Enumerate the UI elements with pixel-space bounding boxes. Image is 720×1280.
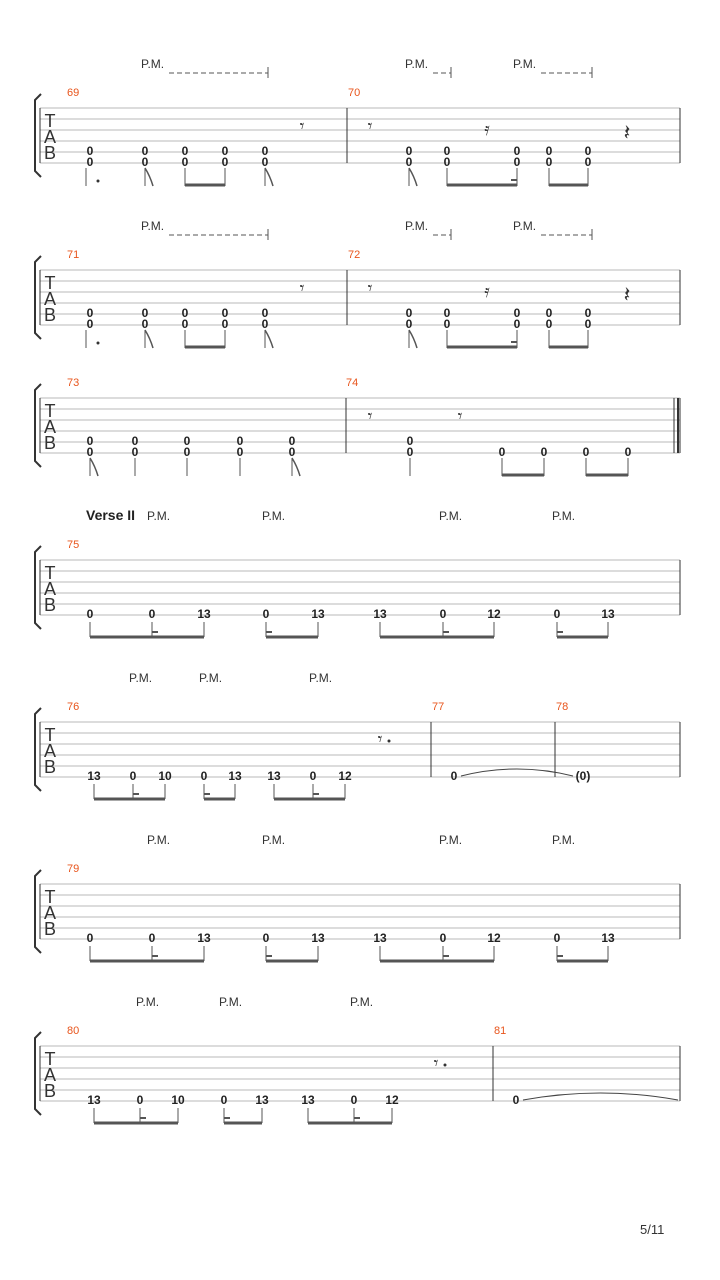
palm-mute-label: P.M. xyxy=(219,995,243,1009)
tab-clef-letter: A xyxy=(43,417,57,437)
sixteenth-rest: 𝄿 xyxy=(484,281,490,301)
fret-number: 0 xyxy=(86,144,94,158)
fret-number: 12 xyxy=(338,769,352,783)
eighth-rest: 𝄾 xyxy=(299,278,305,298)
quarter-rest: 𝄽 xyxy=(623,282,631,307)
fret-number: 0 xyxy=(512,1093,520,1107)
tab-clef-letter: A xyxy=(43,1065,57,1085)
eighth-rest: 𝄾 xyxy=(367,406,373,426)
palm-mute-label: P.M. xyxy=(439,833,463,847)
fret-number: 0 xyxy=(545,317,553,331)
palm-mute-label: P.M. xyxy=(309,671,333,685)
fret-number: 0 xyxy=(181,144,189,158)
palm-mute-label: P.M. xyxy=(199,671,223,685)
fret-number: 0 xyxy=(221,144,229,158)
fret-number: 0 xyxy=(513,306,521,320)
tab-clef-letter: T xyxy=(44,401,56,421)
fret-number: 0 xyxy=(443,306,451,320)
measure-number: 76 xyxy=(67,701,80,713)
dot xyxy=(388,740,391,743)
fret-number: 0 xyxy=(141,144,149,158)
palm-mute-label: P.M. xyxy=(136,995,160,1009)
tab-clef-letter: B xyxy=(43,1081,57,1101)
fret-number: 0 xyxy=(183,434,191,448)
sixteenth-rest: 𝄿 xyxy=(484,119,490,139)
fret-number: 0 xyxy=(86,931,94,945)
note-flag xyxy=(145,330,153,348)
fret-number: 0 xyxy=(545,155,553,169)
eighth-rest: 𝄾 xyxy=(299,116,305,136)
eighth-rest: 𝄾 xyxy=(433,1053,439,1073)
tab-clef-letter: T xyxy=(44,887,56,907)
fret-number: 0 xyxy=(584,144,592,158)
fret-number: 0 xyxy=(141,155,149,169)
fret-number: 0 xyxy=(221,317,229,331)
measure-number: 80 xyxy=(67,1025,80,1037)
fret-number: 0 xyxy=(405,306,413,320)
fret-number: 0 xyxy=(261,144,269,158)
fret-number: 13 xyxy=(311,607,325,621)
palm-mute-label: P.M. xyxy=(262,833,286,847)
fret-number: 0 xyxy=(220,1093,228,1107)
eighth-rest: 𝄾 xyxy=(367,116,373,136)
measure-number: 74 xyxy=(346,377,359,389)
fret-number: 0 xyxy=(181,155,189,169)
fret-number: 0 xyxy=(350,1093,358,1107)
fret-number: 0 xyxy=(261,155,269,169)
tab-clef-letter: A xyxy=(43,579,57,599)
tab-clef-letter: A xyxy=(43,127,57,147)
measure-number: 75 xyxy=(67,539,80,551)
fret-number: 12 xyxy=(487,931,501,945)
fret-number: 13 xyxy=(255,1093,269,1107)
fret-number: 13 xyxy=(87,769,101,783)
measure-number: 81 xyxy=(494,1025,507,1037)
fret-number: 0 xyxy=(148,931,156,945)
note-flag xyxy=(292,458,300,476)
palm-mute-label: P.M. xyxy=(141,57,165,71)
fret-number: 0 xyxy=(405,317,413,331)
fret-number: 0 xyxy=(141,306,149,320)
note-flag xyxy=(265,330,273,348)
dot xyxy=(97,342,100,345)
section-label: Verse II xyxy=(86,507,136,523)
eighth-rest: 𝄾 xyxy=(367,278,373,298)
fret-number: 0 xyxy=(288,445,296,459)
tab-clef-letter: B xyxy=(43,757,57,777)
palm-mute-label: P.M. xyxy=(405,57,429,71)
fret-number: 0 xyxy=(540,445,548,459)
fret-number: 0 xyxy=(513,155,521,169)
fret-number: 0 xyxy=(221,306,229,320)
fret-number: 0 xyxy=(513,144,521,158)
fret-number: 0 xyxy=(181,306,189,320)
eighth-rest: 𝄾 xyxy=(457,406,463,426)
eighth-rest: 𝄾 xyxy=(377,729,383,749)
measure-number: 73 xyxy=(67,377,80,389)
fret-number: 0 xyxy=(181,317,189,331)
palm-mute-label: P.M. xyxy=(405,219,429,233)
tab-clef-letter: B xyxy=(43,919,57,939)
palm-mute-label: P.M. xyxy=(439,509,463,523)
fret-number: 0 xyxy=(584,317,592,331)
measure-number: 78 xyxy=(556,701,569,713)
fret-number: 0 xyxy=(261,306,269,320)
fret-number: 0 xyxy=(86,306,94,320)
fret-number: 0 xyxy=(439,607,447,621)
note-flag xyxy=(409,330,417,348)
palm-mute-label: P.M. xyxy=(147,833,171,847)
palm-mute-label: P.M. xyxy=(350,995,374,1009)
fret-number: 0 xyxy=(86,155,94,169)
fret-number: 0 xyxy=(406,434,414,448)
palm-mute-label: P.M. xyxy=(513,219,537,233)
fret-number: 0 xyxy=(443,317,451,331)
fret-number: 0 xyxy=(624,445,632,459)
fret-number: 0 xyxy=(86,607,94,621)
fret-number: 0 xyxy=(131,434,139,448)
measure-number: 69 xyxy=(67,87,80,99)
fret-number: 0 xyxy=(86,434,94,448)
fret-number: 0 xyxy=(553,931,561,945)
fret-number: 0 xyxy=(236,445,244,459)
fret-number: 0 xyxy=(262,607,270,621)
palm-mute-label: P.M. xyxy=(513,57,537,71)
fret-number: 0 xyxy=(129,769,137,783)
palm-mute-label: P.M. xyxy=(262,509,286,523)
tab-clef-letter: A xyxy=(43,741,57,761)
note-flag xyxy=(90,458,98,476)
tab-clef-letter: B xyxy=(43,305,57,325)
fret-number: 0 xyxy=(221,155,229,169)
fret-number: 10 xyxy=(158,769,172,783)
fret-number: 0 xyxy=(183,445,191,459)
fret-number: 0 xyxy=(131,445,139,459)
fret-number: 0 xyxy=(309,769,317,783)
measure-number: 77 xyxy=(432,701,445,713)
fret-number: 0 xyxy=(498,445,506,459)
dot xyxy=(444,1064,447,1067)
fret-number: 13 xyxy=(373,931,387,945)
note-flag xyxy=(145,168,153,186)
fret-number: 13 xyxy=(87,1093,101,1107)
fret-number: 0 xyxy=(262,931,270,945)
fret-number: 0 xyxy=(584,155,592,169)
palm-mute-label: P.M. xyxy=(129,671,153,685)
fret-number: 0 xyxy=(86,445,94,459)
fret-number: 0 xyxy=(141,317,149,331)
tab-clef-letter: A xyxy=(43,289,57,309)
tab-clef-letter: T xyxy=(44,725,56,745)
fret-number: 0 xyxy=(405,155,413,169)
palm-mute-label: P.M. xyxy=(141,219,165,233)
tab-clef-letter: T xyxy=(44,111,56,131)
fret-number: 0 xyxy=(200,769,208,783)
fret-number: 12 xyxy=(487,607,501,621)
tab-clef-letter: B xyxy=(43,595,57,615)
tab-clef-letter: B xyxy=(43,143,57,163)
fret-number: 12 xyxy=(385,1093,399,1107)
fret-number: 13 xyxy=(267,769,281,783)
fret-number: (0) xyxy=(575,769,591,783)
fret-number: 0 xyxy=(405,144,413,158)
fret-number: 0 xyxy=(406,445,414,459)
fret-number: 0 xyxy=(553,607,561,621)
dot xyxy=(97,180,100,183)
fret-number: 13 xyxy=(311,931,325,945)
fret-number: 13 xyxy=(373,607,387,621)
tab-clef-letter: T xyxy=(44,273,56,293)
fret-number: 0 xyxy=(582,445,590,459)
fret-number: 0 xyxy=(450,769,458,783)
fret-number: 13 xyxy=(197,607,211,621)
measure-number: 79 xyxy=(67,863,80,875)
fret-number: 0 xyxy=(584,306,592,320)
measure-number: 72 xyxy=(348,249,361,261)
tie-arc xyxy=(461,769,573,776)
quarter-rest: 𝄽 xyxy=(623,120,631,145)
fret-number: 0 xyxy=(148,607,156,621)
note-flag xyxy=(265,168,273,186)
palm-mute-label: P.M. xyxy=(552,509,576,523)
fret-number: 13 xyxy=(601,931,615,945)
page-number: 5/11 xyxy=(640,1222,665,1237)
fret-number: 0 xyxy=(443,155,451,169)
fret-number: 10 xyxy=(171,1093,185,1107)
note-flag xyxy=(409,168,417,186)
palm-mute-label: P.M. xyxy=(147,509,171,523)
tab-clef-letter: T xyxy=(44,563,56,583)
palm-mute-label: P.M. xyxy=(552,833,576,847)
measure-number: 71 xyxy=(67,249,80,261)
fret-number: 0 xyxy=(288,434,296,448)
fret-number: 0 xyxy=(86,317,94,331)
fret-number: 13 xyxy=(197,931,211,945)
fret-number: 0 xyxy=(513,317,521,331)
tab-clef-letter: T xyxy=(44,1049,56,1069)
measure-number: 70 xyxy=(348,87,361,99)
fret-number: 13 xyxy=(301,1093,315,1107)
fret-number: 0 xyxy=(236,434,244,448)
fret-number: 0 xyxy=(545,144,553,158)
fret-number: 13 xyxy=(228,769,242,783)
fret-number: 0 xyxy=(261,317,269,331)
fret-number: 0 xyxy=(443,144,451,158)
tab-clef-letter: B xyxy=(43,433,57,453)
fret-number: 0 xyxy=(439,931,447,945)
fret-number: 0 xyxy=(136,1093,144,1107)
tab-clef-letter: A xyxy=(43,903,57,923)
tie-arc xyxy=(523,1093,678,1100)
fret-number: 13 xyxy=(601,607,615,621)
fret-number: 0 xyxy=(545,306,553,320)
